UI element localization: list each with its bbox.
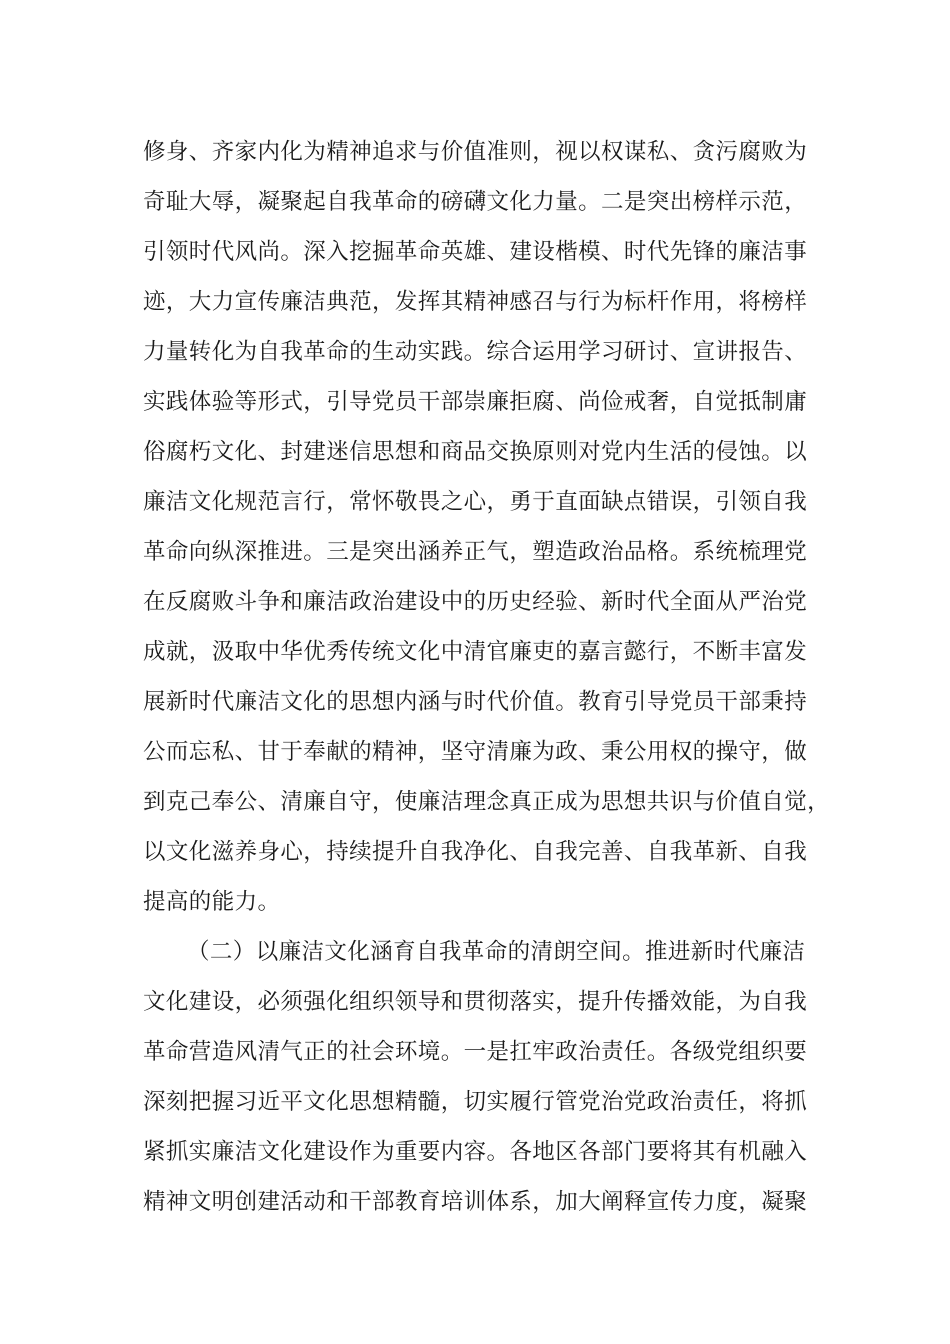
text-line: 在反腐败斗争和廉洁政治建设中的历史经验、新时代全面从严治党	[143, 589, 808, 615]
text-line: 革命向纵深推进。三是突出涵养正气，塑造政治品格。系统梳理党	[143, 539, 808, 565]
text-line: 文化建设，必须强化组织领导和贯彻落实，提升传播效能，为自我	[143, 989, 808, 1015]
text-line: 紧抓实廉洁文化建设作为重要内容。各地区各部门要将其有机融入	[143, 1139, 808, 1165]
text-line: 展新时代廉洁文化的思想内涵与时代价值。教育引导党员干部秉持	[143, 689, 808, 715]
text-line: 迹，大力宣传廉洁典范，发挥其精神感召与行为标杆作用，将榜样	[143, 289, 808, 315]
text-line: 奇耻大辱，凝聚起自我革命的磅礴文化力量。二是突出榜样示范，	[143, 189, 808, 215]
text-line: 俗腐朽文化、封建迷信思想和商品交换原则对党内生活的侵蚀。以	[143, 439, 808, 465]
text-line: 革命营造风清气正的社会环境。一是扛牢政治责任。各级党组织要	[143, 1039, 808, 1065]
text-line: 成就，汲取中华优秀传统文化中清官廉吏的嘉言懿行，不断丰富发	[143, 639, 808, 665]
text-line: 以文化滋养身心，持续提升自我净化、自我完善、自我革新、自我	[143, 839, 808, 865]
section-heading-line: （二）以廉洁文化涵育自我革命的清朗空间。推进新时代廉洁	[187, 939, 806, 965]
text-line: 公而忘私、甘于奉献的精神，坚守清廉为政、秉公用权的操守，做	[143, 739, 808, 765]
text-line: 廉洁文化规范言行，常怀敬畏之心，勇于直面缺点错误，引领自我	[143, 489, 808, 515]
text-line: 提高的能力。	[143, 889, 281, 915]
text-line: 引领时代风尚。深入挖掘革命英雄、建设楷模、时代先锋的廉洁事	[143, 239, 808, 265]
text-line: 到克己奉公、清廉自守，使廉洁理念真正成为思想共识与价值自觉，	[143, 789, 831, 815]
text-line: 修身、齐家内化为精神追求与价值准则，视以权谋私、贪污腐败为	[143, 139, 808, 165]
text-line: 深刻把握习近平文化思想精髓，切实履行管党治党政治责任，将抓	[143, 1089, 808, 1115]
text-line: 实践体验等形式，引导党员干部崇廉拒腐、尚俭戒奢，自觉抵制庸	[143, 389, 808, 415]
text-line: 精神文明创建活动和干部教育培训体系，加大阐释宣传力度，凝聚	[143, 1189, 808, 1215]
text-line: 力量转化为自我革命的生动实践。综合运用学习研讨、宣讲报告、	[143, 339, 808, 365]
